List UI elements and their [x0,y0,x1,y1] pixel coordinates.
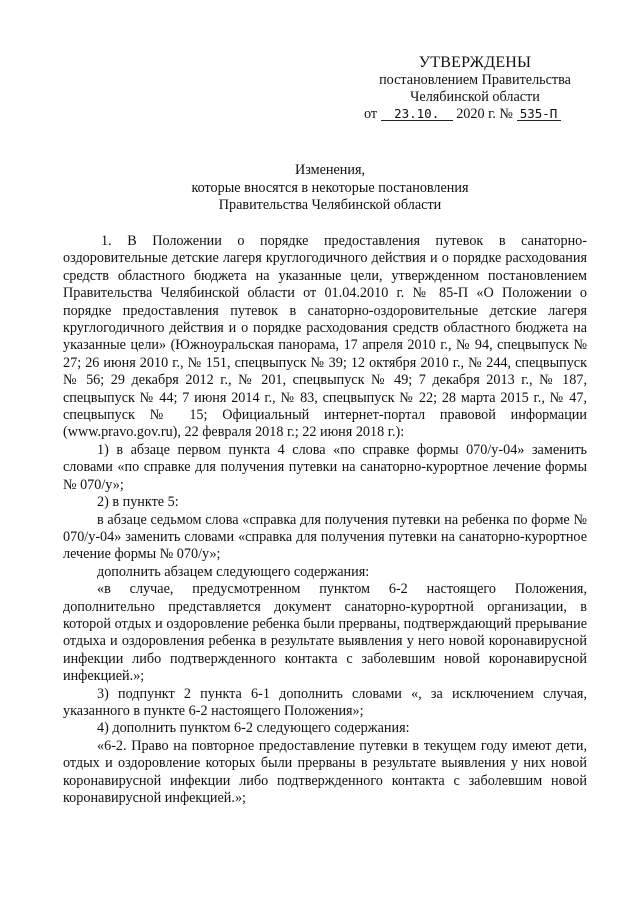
paragraph-3: 2) в пункте 5: [97,494,179,511]
paragraph-4: в абзаце седьмом слова «справка для получения путевки на ребенка по форме № 070/у-04» заменить словами «справка для получения путевки на санаторно-курортное лечение формы № 070/у»; [63,511,587,563]
handwritten-number: 535-П [517,107,561,121]
heading-line-3: Правительства Челябинской области [218,197,442,213]
approval-title: УТВЕРЖДЕНЫ [418,54,532,71]
document-body [63,233,587,807]
approval-line-1: постановлением Правительства [379,72,571,88]
paragraph-8: 4) дополнить пунктом 6-2 следующего содержания: [97,720,410,737]
heading-line-1: Изменения, [294,162,366,178]
date-suffix: 2020 г. № [456,106,513,122]
approval-block [360,54,590,123]
approval-date-line [360,106,590,123]
paragraph-5: дополнить абзацем следующего содержания: [97,563,370,580]
heading-line-2: которые вносятся в некоторые постановления [191,179,469,196]
approval-line-2: Челябинской области [410,89,540,105]
paragraph-1: 1. В Положении о порядке предоставления путевок в санаторно-оздоровительные детские лагеря круглогодичного действия и о порядке расходования средств областного бюджета на указанные цели, утвержденном постановлением Правительства Челябинской области от 01.04.2010 г. № 85-П «О Положении о порядке предоставления путевок в санаторно-оздоровительные детские лагеря круглогодичного действия и о порядке расходования средств областного бюджета на указанные цели» (Южноуральская панорама, 17 апреля 2010 г., № 94, спецвыпуск № 27; 26 июня 2010 г., № 151, спецвыпуск № 39; 12 октября 2010 г., № 244, спецвыпуск № 56; 29 декабря 2012 г., № 201, спецвыпуск № 49; 7 декабря 2013 г., № 187, спецвыпуск № 44; 7 июня 2014 г., № 83, спецвыпуск № 22; 28 марта 2015 г., № 47, спецвыпуск № 15; Официальный интернет-портал правовой информации (www.pravo.gov.ru), 22 февраля 2018 г.; 22 июня 2018 г.): [63,233,587,441]
paragraph-6: «в случае, предусмотренном пунктом 6-2 настоящего Положения, дополнительно представляется документ санаторно-курортной организации, в которой отдых и оздоровление ребенка были прерваны, подтверждающий прерывание отдыха и оздоровления ребенка в результате выявления у него новой коронавирусной инфекции либо подтвержденного контакта с заболевшим новой коронавирусной инфекцией.»; [63,581,587,685]
paragraph-9: «6-2. Право на повторное предоставление путевки в текущем году имеют дети, отдых и оздоровление которых были прерваны в результате выявления у них новой коронавирусной инфекции либо подтвержденного контакта с заболевшим новой коронавирусной инфекцией.»; [63,737,587,806]
paragraph-2: 1) в абзаце первом пункта 4 слова «по справке формы 070/у-04» заменить словами «по справке для получения путевки на санаторно-курортное лечение формы № 070/у»; [63,441,587,493]
handwritten-date: 23.10. [381,107,453,121]
paragraph-7: 3) подпункт 2 пункта 6-1 дополнить словами «, за исключением случая, указанного в пункте 6-2 настоящего Положения»; [63,685,587,719]
document-heading [60,162,600,215]
date-prefix: от [364,106,378,122]
